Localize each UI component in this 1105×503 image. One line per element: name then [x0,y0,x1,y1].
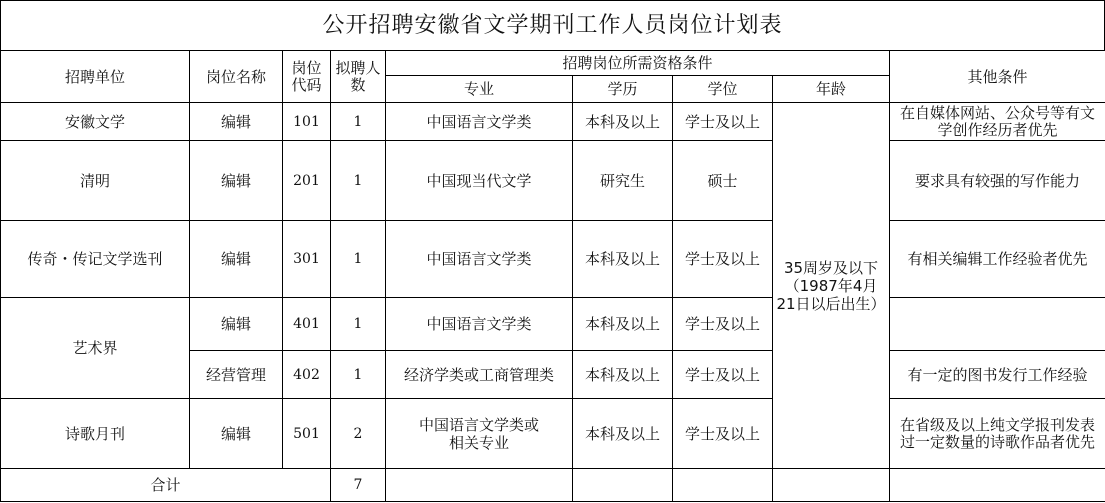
age-line2: （1987年4月 [784,276,878,295]
major-line2: 相关专业 [448,433,509,452]
cell-other [890,103,1105,141]
cell-position: 编辑 [190,141,283,221]
other-line1: 在自媒体网站、公众号等有文 [900,103,1096,122]
age-line1: 35周岁及以下 [783,258,879,277]
cell-major [386,399,573,469]
cell-education: 本科及以上 [573,399,673,469]
cell-code: 501 [283,399,331,469]
cell-other: 要求具有较强的写作能力 [890,141,1105,221]
cell-unit: 清明 [1,141,190,221]
header-code-line2: 代码 [291,75,322,94]
cell-unit: 安徽文学 [1,103,190,141]
table-row [1,103,1105,141]
cell-count: 1 [331,298,386,351]
cell-position: 编辑 [190,298,283,351]
cell-other [890,298,1105,351]
cell-education: 本科及以上 [573,221,673,298]
cell-code: 301 [283,221,331,298]
cell-position: 编辑 [190,221,283,298]
header-code [283,51,331,103]
header-other: 其他条件 [890,51,1105,103]
table-row [1,141,1105,221]
cell-major: 中国语言文学类 [386,103,573,141]
table-row [1,399,1105,469]
header-education: 学历 [573,76,673,103]
cell-count: 1 [331,103,386,141]
cell-unit: 艺术界 [1,298,190,399]
cell-count: 1 [331,141,386,221]
major-line1: 中国语言文学类或 [418,415,539,434]
total-count: 7 [331,469,386,502]
cell-major: 中国现当代文学 [386,141,573,221]
cell-unit: 传奇・传记文学选刊 [1,221,190,298]
header-count [331,51,386,103]
cell-code: 201 [283,141,331,221]
cell-education: 研究生 [573,141,673,221]
cell-major: 中国语言文学类 [386,298,573,351]
header-count-line1: 拟聘人 [335,58,381,77]
header-position: 岗位名称 [190,51,283,103]
header-degree: 学位 [673,76,773,103]
header-major: 专业 [386,76,573,103]
recruitment-plan-table [0,50,1105,502]
cell-count: 1 [331,221,386,298]
age-line3: 21日以后出生） [776,294,886,313]
cell-position: 编辑 [190,399,283,469]
empty-cell [573,469,673,502]
cell-position: 编辑 [190,103,283,141]
empty-cell [673,469,773,502]
cell-major: 中国语言文学类 [386,221,573,298]
other-line2: 学创作经历者优先 [937,120,1058,139]
cell-code: 401 [283,298,331,351]
empty-cell [386,469,573,502]
cell-degree: 学士及以上 [673,103,773,141]
header-row-1 [1,51,1105,76]
empty-cell [890,469,1105,502]
cell-degree: 学士及以上 [673,298,773,351]
header-count-line2: 数 [350,75,366,94]
header-unit: 招聘单位 [1,51,190,103]
cell-major: 经济学类或工商管理类 [386,351,573,399]
cell-other: 有一定的图书发行工作经验 [890,351,1105,399]
cell-position: 经营管理 [190,351,283,399]
cell-degree: 学士及以上 [673,221,773,298]
sheet-title: 公开招聘安徽省文学期刊工作人员岗位计划表 [0,0,1105,50]
table-row [1,298,1105,351]
total-label: 合计 [1,469,331,502]
cell-count: 2 [331,399,386,469]
cell-other: 有相关编辑工作经验者优先 [890,221,1105,298]
cell-code: 101 [283,103,331,141]
total-row [1,469,1105,502]
cell-count: 1 [331,351,386,399]
cell-unit: 诗歌月刊 [1,399,190,469]
header-age: 年龄 [773,76,890,103]
cell-education: 本科及以上 [573,351,673,399]
cell-degree: 学士及以上 [673,399,773,469]
cell-education: 本科及以上 [573,298,673,351]
cell-degree: 学士及以上 [673,351,773,399]
table-row [1,221,1105,298]
cell-code: 402 [283,351,331,399]
cell-age-requirement [773,103,890,469]
cell-other [890,399,1105,469]
other-line1: 在省级及以上纯文学报刊发表 [900,415,1096,434]
cell-education: 本科及以上 [573,103,673,141]
empty-cell [773,469,890,502]
other-line2: 过一定数量的诗歌作品者优先 [900,432,1096,451]
header-qualifications: 招聘岗位所需资格条件 [386,51,890,76]
header-code-line1: 岗位 [291,58,322,77]
cell-degree: 硕士 [673,141,773,221]
